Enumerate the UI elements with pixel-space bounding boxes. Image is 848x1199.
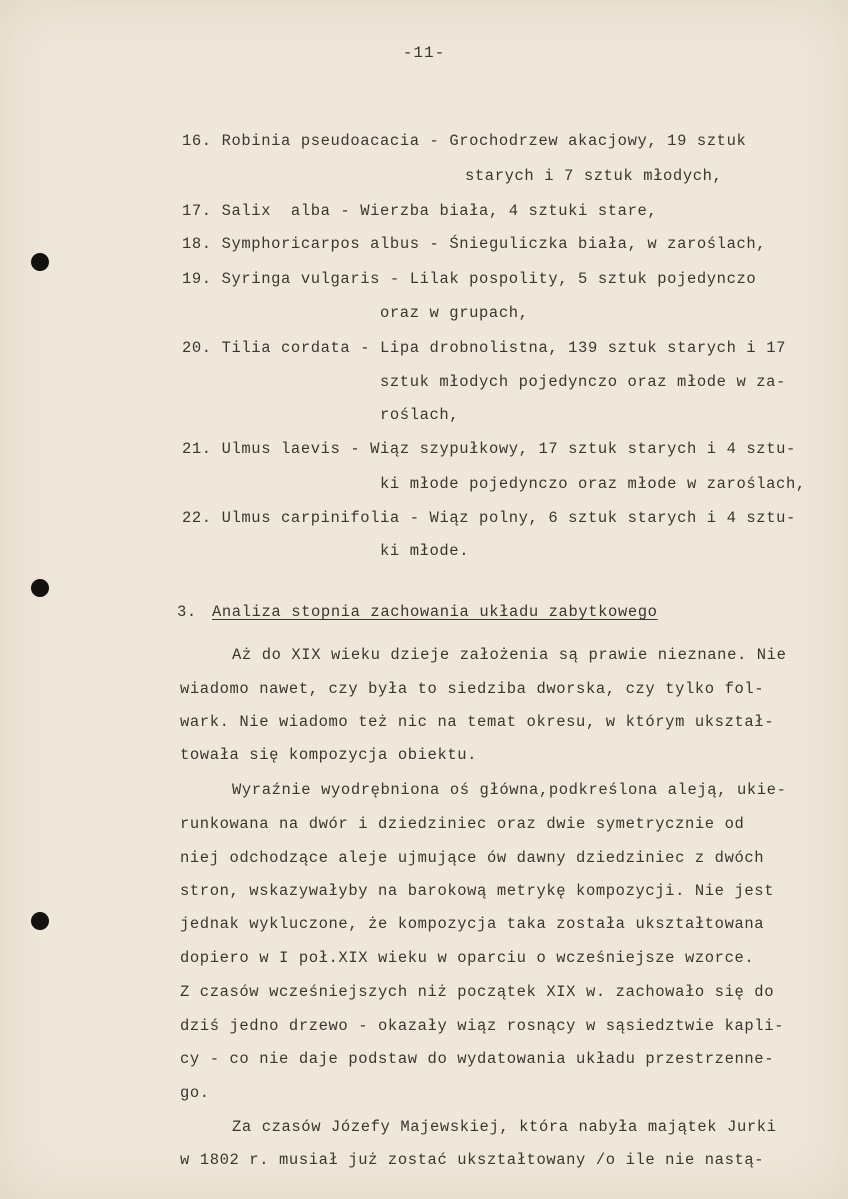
binder-hole (31, 253, 49, 271)
list-item-continuation: oraz w grupach, (380, 304, 529, 322)
list-item-continuation: roślach, (380, 406, 460, 424)
paragraph-line: stron, wskazywałyby na barokową metrykę kompozycji. Nie jest (180, 882, 775, 900)
list-item-continuation: ki młode. (380, 542, 470, 560)
list-item-continuation: sztuk młodych pojedynczo oraz młode w za- (380, 373, 786, 391)
section-heading: Analiza stopnia zachowania układu zabytkowego (212, 603, 658, 621)
binder-hole (31, 912, 49, 930)
paragraph-line: Wyraźnie wyodrębniona oś główna,podkreślona aleją, ukie- (232, 781, 787, 799)
list-item: 20. Tilia cordata - Lipa drobnolistna, 139 sztuk starych i 17 (182, 339, 786, 357)
paragraph-line: wark. Nie wiadomo też nic na temat okresu, w którym ukształ- (180, 713, 775, 731)
paragraph-line: go. (180, 1084, 210, 1102)
paragraph-line: towała się kompozycja obiektu. (180, 746, 478, 764)
list-item: 17. Salix alba - Wierzba biała, 4 sztuki stare, (182, 202, 658, 220)
list-item: 18. Symphoricarpos albus - Śnieguliczka biała, w zaroślach, (182, 235, 767, 253)
list-item: 16. Robinia pseudoacacia - Grochodrzew akacjowy, 19 sztuk (182, 132, 747, 150)
section-number: 3. (177, 603, 207, 621)
binder-hole (31, 579, 49, 597)
paragraph-line: w 1802 r. musiał już zostać ukształtowany /o ile nie nastą- (180, 1151, 765, 1169)
paragraph-line: dopiero w I poł.XIX wieku w oparciu o wcześniejsze wzorce. (180, 949, 755, 967)
paragraph-line: niej odchodzące aleje ujmujące ów dawny dziedziniec z dwóch (180, 849, 765, 867)
paragraph-line: runkowana na dwór i dziedziniec oraz dwie symetrycznie od (180, 815, 745, 833)
list-item: 22. Ulmus carpinifolia - Wiąz polny, 6 sztuk starych i 4 sztu- (182, 509, 796, 527)
paragraph-line: Za czasów Józefy Majewskiej, która nabyła majątek Jurki (232, 1118, 777, 1136)
paragraph-line: Z czasów wcześniejszych niż początek XIX w. zachowało się do (180, 983, 775, 1001)
paragraph-line: jednak wykluczone, że kompozycja taka została ukształtowana (180, 915, 765, 933)
paragraph-line: dziś jedno drzewo - okazały wiąz rosnący w sąsiedztwie kapli- (180, 1017, 784, 1035)
list-item-continuation: starych i 7 sztuk młodych, (465, 167, 723, 185)
list-item: 19. Syringa vulgaris - Lilak pospolity, 5 sztuk pojedynczo (182, 270, 757, 288)
list-item: 21. Ulmus laevis - Wiąz szypułkowy, 17 sztuk starych i 4 sztu- (182, 440, 796, 458)
paragraph-line: cy - co nie daje podstaw do wydatowania układu przestrzenne- (180, 1050, 775, 1068)
paragraph-line: Aż do XIX wieku dzieje założenia są prawie nieznane. Nie (232, 646, 787, 664)
page-number: -11- (402, 44, 446, 62)
list-item-continuation: ki młode pojedynczo oraz młode w zaroślach, (380, 475, 806, 493)
paragraph-line: wiadomo nawet, czy była to siedziba dworska, czy tylko fol- (180, 680, 765, 698)
